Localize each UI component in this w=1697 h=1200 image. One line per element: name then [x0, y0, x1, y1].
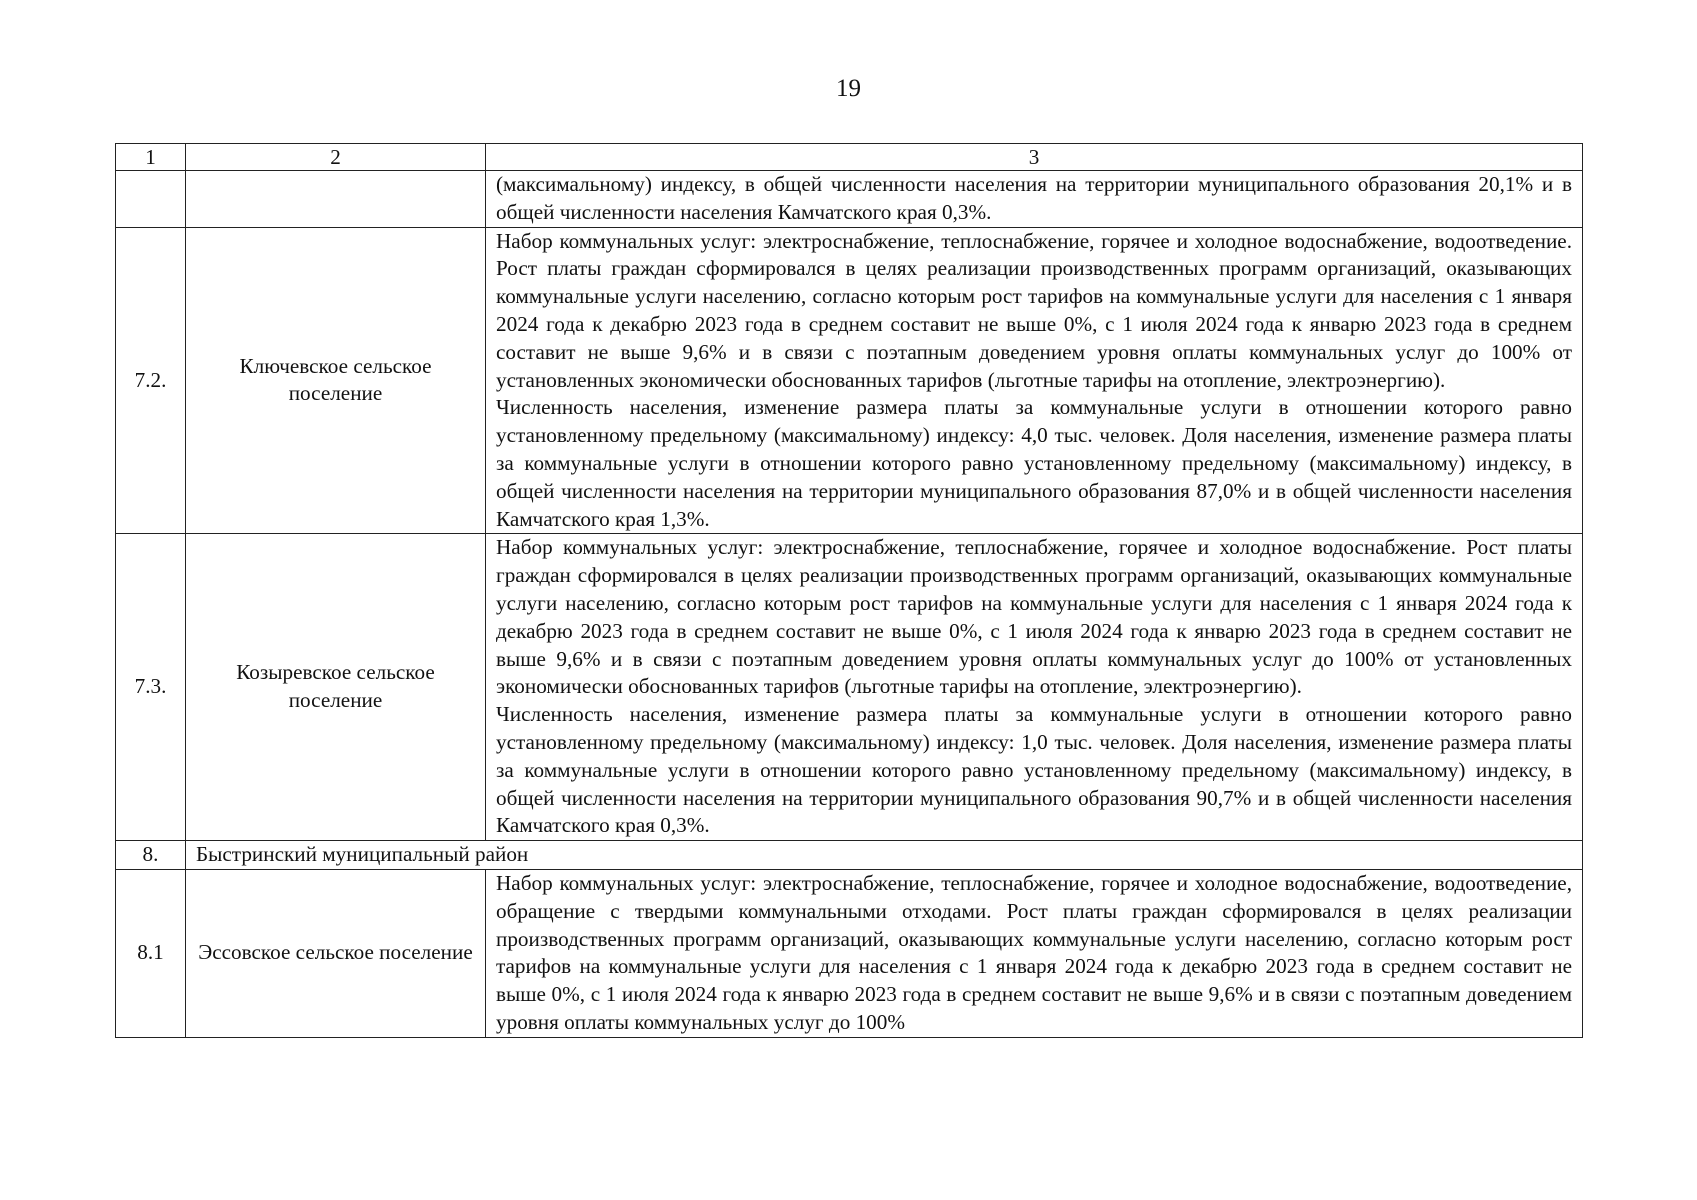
description-cell	[486, 171, 1583, 228]
table-row-continuation	[116, 171, 1583, 228]
description-paragraph: (максимальному) индексу, в общей численности населения на территории муниципального образования 20,1% и в общей численности населения Камчатского края 0,3%.	[496, 172, 1572, 224]
row-number-cell	[116, 171, 186, 228]
table-header-row	[116, 144, 1583, 171]
description-cell	[486, 227, 1583, 534]
tariff-table	[115, 143, 1583, 1038]
settlement-name-cell: Ключевское сельское поселение	[186, 227, 486, 534]
description-cell	[486, 869, 1583, 1037]
settlement-name-cell: Эссовское сельское поселение	[186, 869, 486, 1037]
district-name-cell: Быстринский муниципальный район	[186, 841, 1583, 870]
description-paragraph: Набор коммунальных услуг: электроснабжение, теплоснабжение, горячее и холодное водоснабжение, водоотведение, обращение с твердыми коммунальными отходами. Рост платы граждан сформировался в целях реализации производственных программ организаций, оказывающих коммунальные услуги населению, согласно которым рост тарифов на коммунальные услуги для населения с 1 января 2024 года к декабрю 2023 года в среднем составит не выше 0%, с 1 июля 2024 года к январю 2023 года в среднем составит не выше 9,6% и в связи с поэтапным доведением уровня оплаты коммунальных услуг до 100%	[496, 870, 1572, 1034]
description-paragraph: Набор коммунальных услуг: электроснабжение, теплоснабжение, горячее и холодное водоснабжение. Рост платы граждан сформировался в целях реализации производственных программ организаций, оказывающих коммунальные услуги населению, согласно которым рост тарифов на коммунальные услуги для населения с 1 января 2024 года к декабрю 2023 года в среднем составит не выше 0%, с 1 июля 2024 года к январю 2023 года в среднем составит не выше 9,6% и в связи с поэтапным доведением уровня оплаты коммунальных услуг до 100% от установленных экономически обоснованных тарифов (льготные тарифы на отопление, электроэнергию).	[496, 535, 1572, 699]
row-number-cell: 7.2.	[116, 227, 186, 534]
description-paragraph: Набор коммунальных услуг: электроснабжение, теплоснабжение, горячее и холодное водоснабжение, водоотведение. Рост платы граждан сформировался в целях реализации производственных программ организаций, оказывающих коммунальные услуги населению, согласно которым рост тарифов на коммунальные услуги для населения с 1 января 2024 года к декабрю 2023 года в среднем составит не выше 0%, с 1 июля 2024 года к январю 2023 года в среднем составит не выше 9,6% и в связи с поэтапным доведением уровня оплаты коммунальных услуг до 100% от установленных экономически обоснованных тарифов (льготные тарифы на отопление, электроэнергию).	[496, 228, 1572, 392]
column-header-2: 2	[186, 144, 486, 171]
page-number: 19	[836, 75, 861, 102]
description-paragraph: Численность населения, изменение размера платы за коммунальные услуги в отношении которого равно установленному предельному (максимальному) индексу: 1,0 тыс. человек. Доля населения, изменение размера платы за коммунальные услуги в отношении которого равно установленному предельному (максимальному) индексу, в общей численности населения на территории муниципального образования 90,7% и в общей численности населения Камчатского края 0,3%.	[496, 702, 1572, 838]
table-row-7-2	[116, 227, 1583, 534]
table-row-district-8	[116, 841, 1583, 870]
description-paragraph: Численность населения, изменение размера платы за коммунальные услуги в отношении которого равно установленному предельному (максимальному) индексу: 4,0 тыс. человек. Доля населения, изменение размера платы за коммунальные услуги в отношении которого равно установленному предельному (максимальному) индексу, в общей численности населения на территории муниципального образования 87,0% и в общей численности населения Камчатского края 1,3%.	[496, 395, 1572, 531]
row-number-cell: 8.1	[116, 869, 186, 1037]
column-header-3: 3	[486, 144, 1583, 171]
description-cell	[486, 534, 1583, 841]
table-row-8-1	[116, 869, 1583, 1037]
table-row-7-3	[116, 534, 1583, 841]
column-header-1: 1	[116, 144, 186, 171]
row-number-cell: 8.	[116, 841, 186, 870]
settlement-name-cell: Козыревское сельское поселение	[186, 534, 486, 841]
row-number-cell: 7.3.	[116, 534, 186, 841]
settlement-name-cell	[186, 171, 486, 228]
